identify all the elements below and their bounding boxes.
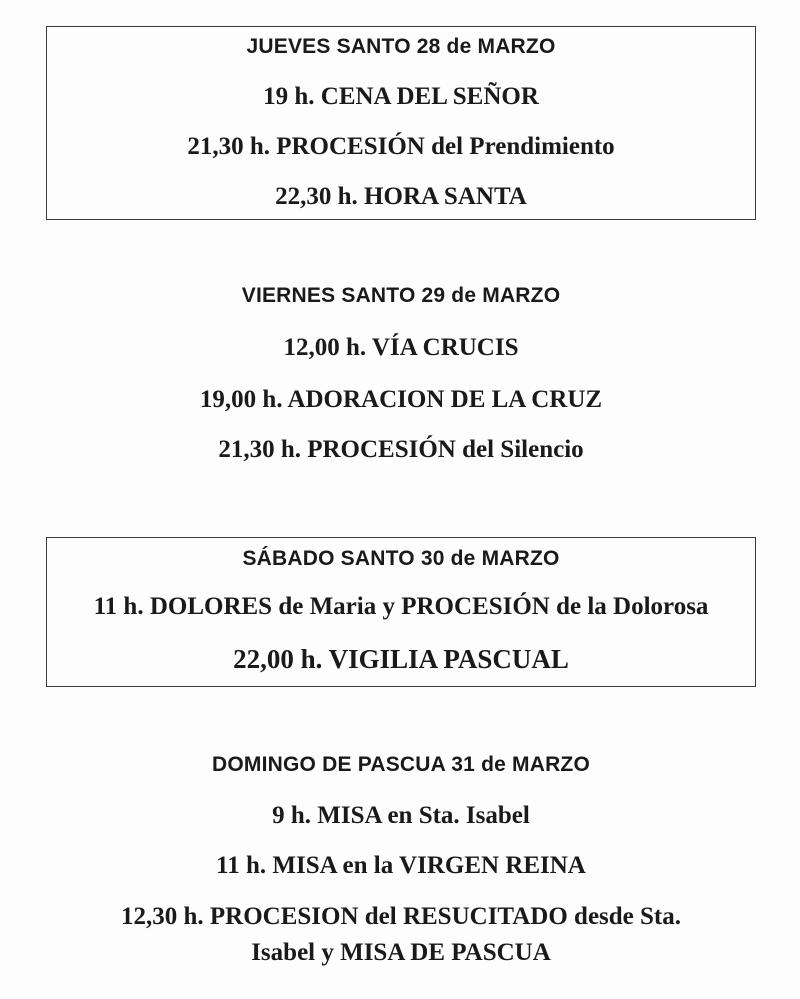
schedule-item: 9 h. MISA en Sta. Isabel — [272, 802, 530, 829]
schedule-item: 22,30 h. HORA SANTA — [275, 183, 527, 210]
sabado-santo-heading: SÁBADO SANTO 30 de MARZO — [242, 547, 560, 570]
schedule-item: 21,30 h. PROCESIÓN del Prendimiento — [187, 133, 615, 160]
schedule-item: 19 h. CENA DEL SEÑOR — [263, 83, 539, 110]
viernes-santo-heading: VIERNES SANTO 29 de MARZO — [241, 284, 561, 307]
schedule-item: 21,30 h. PROCESIÓN del Silencio — [218, 436, 584, 463]
schedule-item: 11 h. DOLORES de Maria y PROCESIÓN de la Dolorosa — [93, 593, 709, 620]
schedule-item: Isabel y MISA DE PASCUA — [251, 939, 551, 966]
jueves-santo-section — [46, 26, 756, 220]
viernes-santo-section — [46, 280, 756, 470]
schedule-item: 22,00 h. VIGILIA PASCUAL — [233, 644, 569, 674]
domingo-pascua-section — [46, 748, 756, 988]
jueves-santo-heading: JUEVES SANTO 28 de MARZO — [246, 35, 556, 58]
schedule-item: 11 h. MISA en la VIRGEN REINA — [216, 852, 586, 879]
schedule-item: 19,00 h. ADORACION DE LA CRUZ — [199, 386, 603, 413]
domingo-pascua-heading: DOMINGO DE PASCUA 31 de MARZO — [212, 753, 590, 776]
schedule-item: 12,00 h. VÍA CRUCIS — [283, 334, 519, 361]
schedule-item: 12,30 h. PROCESION del RESUCITADO desde Sta. — [120, 903, 682, 930]
sabado-santo-section — [46, 537, 756, 687]
